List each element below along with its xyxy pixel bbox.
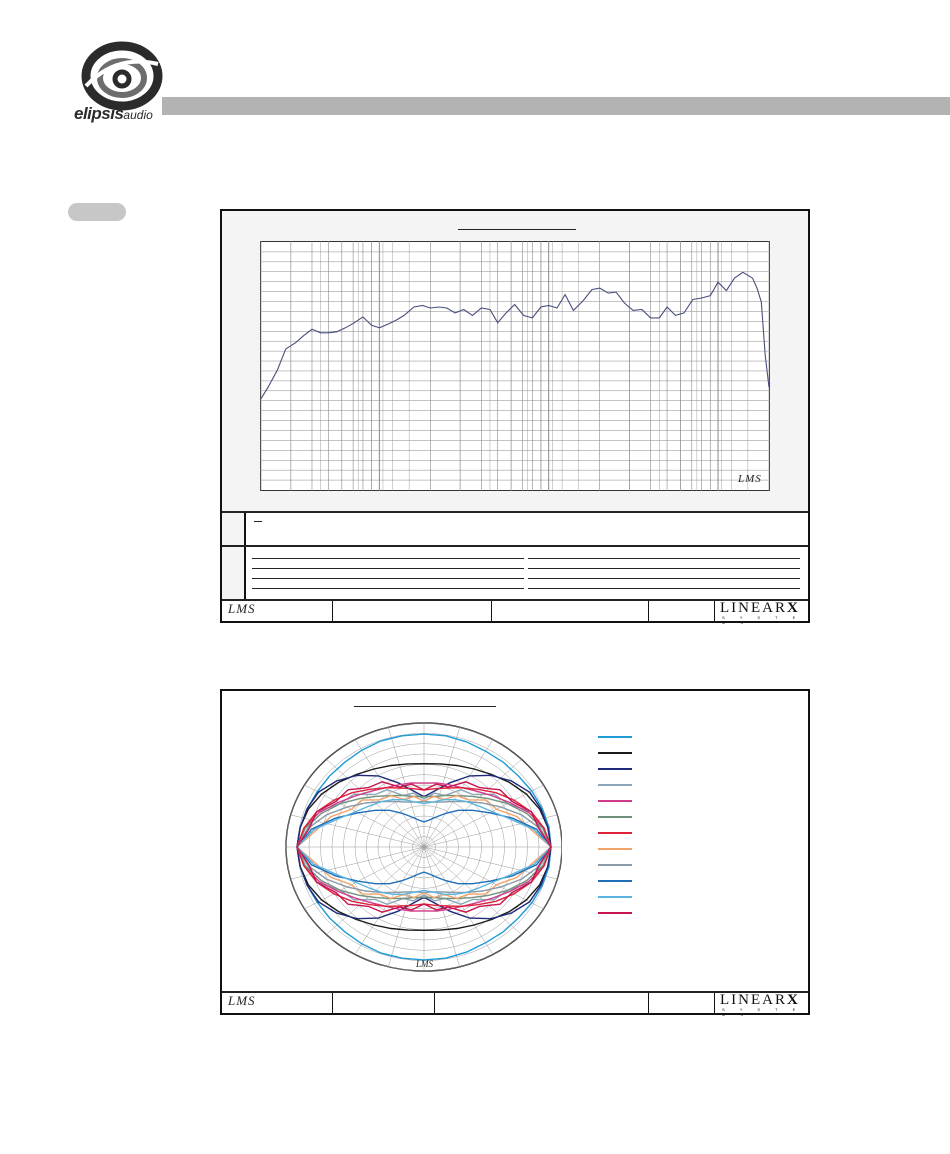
polar-footer-divider-2	[434, 993, 435, 1013]
footer-linearx-logo: LINEARX	[720, 600, 800, 616]
legend-swatch	[598, 784, 632, 786]
section-pill	[68, 203, 126, 221]
notes-line	[528, 568, 800, 569]
frequency-response-frame	[220, 209, 810, 623]
frequency-chart-watermark: LMS	[738, 473, 762, 485]
polar-grid	[286, 723, 562, 971]
frequency-response-chart	[260, 241, 770, 491]
divider-key-left	[244, 513, 246, 545]
footer-divider-1	[332, 601, 333, 621]
legend-swatch	[598, 736, 632, 738]
notes-line	[528, 578, 800, 579]
header-bar	[162, 97, 950, 115]
footer-divider-3	[648, 601, 649, 621]
polar-footer-lms-logo: LMS	[228, 993, 256, 1008]
notes-label-cell	[222, 547, 244, 599]
brand-name-bold: elipsis	[74, 104, 124, 123]
legend-swatch	[598, 752, 632, 754]
legend-swatch	[598, 800, 632, 802]
title-underline	[458, 229, 576, 230]
legend-swatch	[598, 912, 632, 914]
notes-line	[252, 568, 524, 569]
divider-notes-top	[222, 545, 808, 547]
notes-line	[252, 578, 524, 579]
footer-systems-text: S Y S T E M S	[722, 615, 803, 625]
frequency-plot-frame	[261, 242, 770, 491]
polar-title-underline	[354, 706, 496, 707]
polar-response-chart	[282, 721, 562, 977]
legend-swatch	[598, 816, 632, 818]
polar-response-frame	[220, 689, 810, 1015]
footer-lms-logo: LMS	[228, 601, 256, 616]
notes-line	[528, 588, 800, 589]
notes-line	[528, 558, 800, 559]
polar-footer-linearx-logo: LINEARX	[720, 992, 800, 1008]
key-label-cell	[222, 513, 244, 545]
legend-swatch	[598, 768, 632, 770]
legend-swatch	[598, 880, 632, 882]
legend-swatch	[598, 864, 632, 866]
divider-key-top	[222, 511, 808, 513]
footer-divider-2	[491, 601, 492, 621]
brand-wordmark	[74, 104, 153, 124]
polar-footer-divider-4	[714, 993, 715, 1013]
polar-footer-systems-text: S Y S T E M S	[722, 1007, 803, 1017]
notes-line	[252, 588, 524, 589]
key-swatch	[254, 521, 262, 522]
divider-notes-left	[244, 547, 246, 599]
polar-footer-divider-3	[648, 993, 649, 1013]
brand-name-light: audio	[123, 108, 153, 122]
legend-swatch	[598, 896, 632, 898]
polar-footer-divider-1	[332, 993, 333, 1013]
legend-swatch	[598, 848, 632, 850]
polar-chart-watermark: LMS	[416, 959, 434, 969]
notes-line	[252, 558, 524, 559]
footer-divider-4	[714, 601, 715, 621]
legend-swatch	[598, 832, 632, 834]
